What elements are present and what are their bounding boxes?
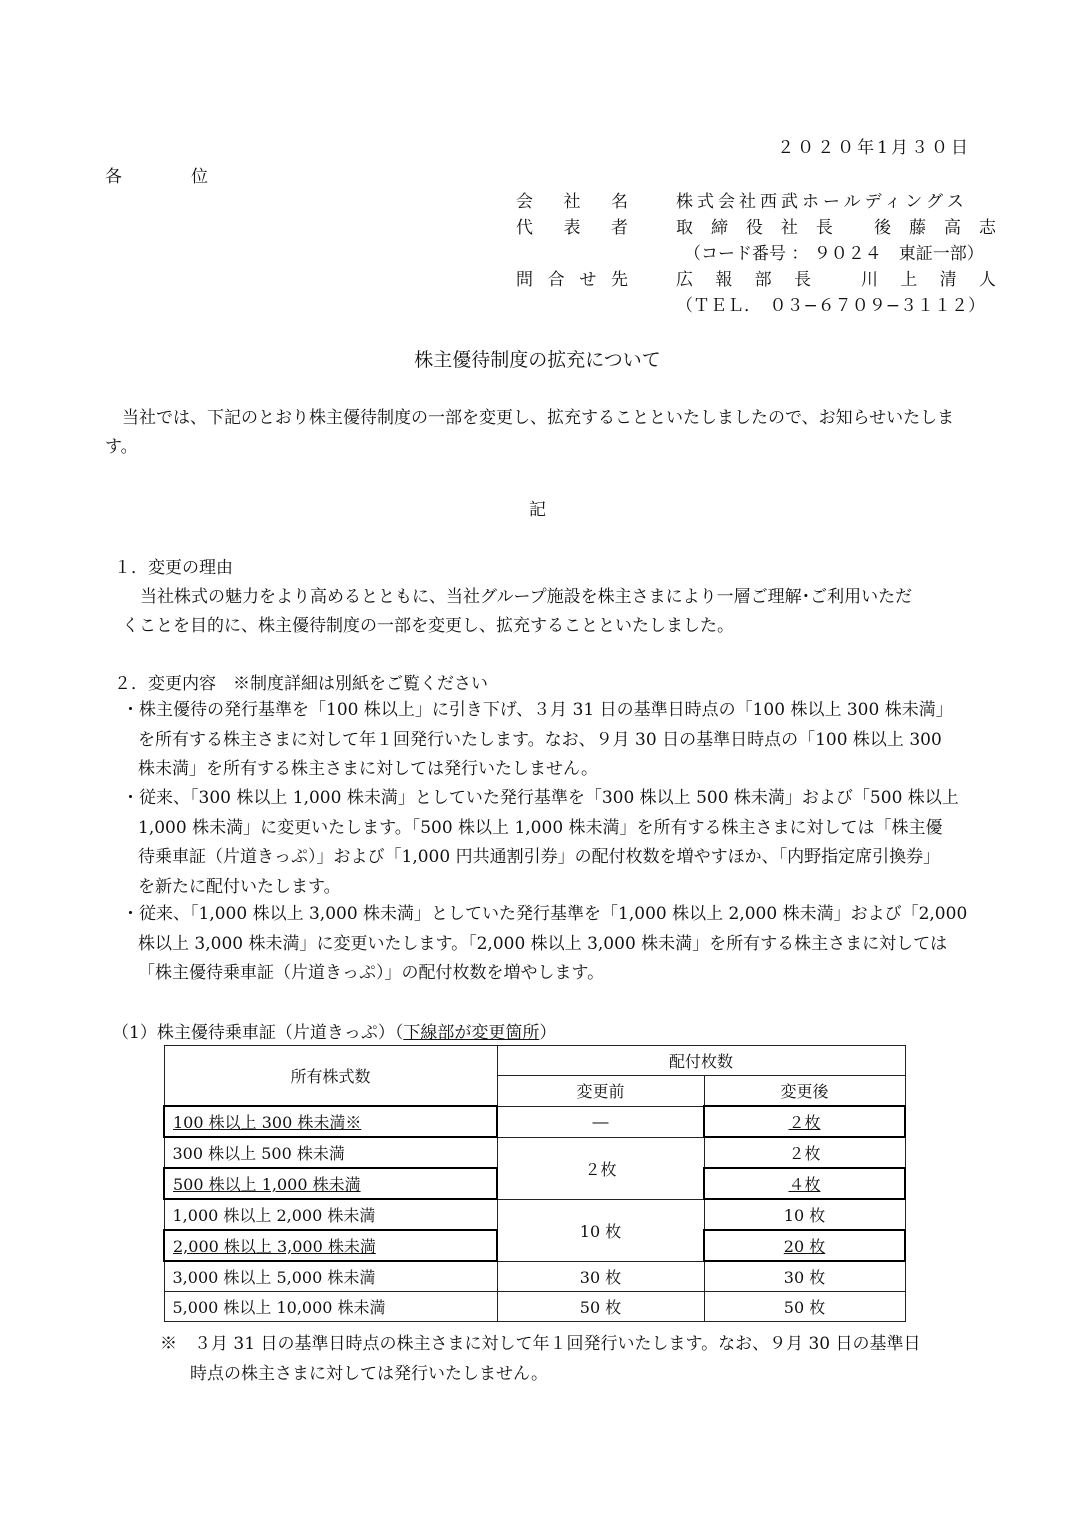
addressee: 各 位	[105, 167, 234, 187]
shares-cell: 300 株以上 500 株未満	[164, 1137, 497, 1168]
shares-cell: 5,000 株以上 10,000 株未満	[164, 1292, 497, 1322]
table-note-line1: ※ ３月 31 日の基準日時点の株主さまに対して年１回発行いたします。なお、９月 30 日の基準日	[160, 1334, 921, 1354]
before-cell: 30 枚	[497, 1261, 704, 1292]
contact-value: 広 報 部 長 川 上 清 人	[676, 270, 996, 290]
company-name-row	[516, 187, 996, 213]
table-row	[164, 1137, 905, 1168]
after-cell: 10 枚	[704, 1199, 905, 1230]
header-shares: 所有株式数	[164, 1046, 497, 1107]
shares-cell: 2,000 株以上 3,000 株未満	[164, 1230, 497, 1261]
bullet-line: ・株主優待の発行基準を「100 株以上」に引き下げ、３月 31 日の基準日時点の「100 株以上 300 株未満」	[122, 700, 953, 720]
bullet-line: 株未満」を所有する株主さまに対しては発行いたしません。	[138, 759, 599, 779]
representative-value: 取 締 役 社 長 後 藤 高 志	[676, 218, 996, 238]
caption-underline: 下線部が変更箇所	[403, 1023, 540, 1043]
section1-line2: くことを目的に、株主優待制度の一部を変更し、拡充することといたしました。	[122, 616, 734, 636]
code-row	[516, 239, 996, 265]
table-row	[164, 1292, 905, 1322]
shares-cell: 3,000 株以上 5,000 株未満	[164, 1261, 497, 1292]
intro-paragraph: 当社では、下記のとおり株主優待制度の一部を変更し、拡充することといたしましたので、お知らせいたします。	[105, 408, 955, 457]
table-row	[164, 1106, 905, 1137]
section1-line1: 当社株式の魅力をより高めるとともに、当社グループ施設を株主さまにより一層ご理解･ご利用いただ	[140, 587, 913, 607]
after-cell: 30 枚	[704, 1261, 905, 1292]
table-caption	[112, 1018, 556, 1043]
section2-bullet-2	[122, 784, 982, 902]
before-cell: ２枚	[497, 1137, 704, 1199]
after-cell: 50 枚	[704, 1292, 905, 1322]
bullet-line: 株以上 3,000 株未満」に変更いたします。「2,000 株以上 3,000 株未満」を所有する株主さまに対しては	[138, 933, 948, 954]
before-cell: 50 枚	[497, 1292, 704, 1322]
section2-bullet-1	[122, 696, 982, 785]
section2-bullet-3	[122, 900, 982, 989]
before-cell: ―	[497, 1106, 704, 1137]
bullet-line: 待乗車証（片道きっぷ）」および「1,000 円共通割引券」の配付枚数を増やすほか、「内野指定席引換券」	[138, 847, 941, 867]
contact-label: 問 合 せ 先	[516, 270, 628, 290]
bullet-line: 1,000 株未満」に変更いたします。「500 株以上 1,000 株未満」を所有する株主さまに対しては「株主優	[138, 817, 943, 838]
contact-row	[516, 265, 996, 291]
representative-label: 代 表 者	[516, 218, 628, 238]
after-cell: ２枚	[704, 1137, 905, 1168]
section2-heading: ２．変更内容 ※制度詳細は別紙をご覧ください	[114, 674, 488, 694]
document-date: ２０２０年1月３０日	[777, 138, 971, 158]
representative-row	[516, 213, 996, 239]
header-before: 変更前	[497, 1076, 704, 1107]
document-title: 株主優待制度の拡充について	[414, 349, 661, 371]
after-cell: ２枚	[704, 1106, 905, 1137]
table-note-line2: 時点の株主さまに対しては発行いたしません。	[190, 1364, 549, 1384]
after-cell: 20 枚	[704, 1230, 905, 1261]
company-name-label: 会 社 名	[516, 192, 628, 212]
tel-row	[516, 291, 996, 317]
table-row	[164, 1199, 905, 1230]
after-cell: ４枚	[704, 1168, 905, 1199]
ticket-table	[163, 1045, 906, 1322]
shares-cell: 100 株以上 300 株未満※	[164, 1106, 497, 1137]
caption-suffix: ）	[539, 1023, 557, 1043]
shares-cell: 500 株以上 1,000 株未満	[164, 1168, 497, 1199]
section1-heading: １．変更の理由	[114, 558, 233, 578]
stock-code: （コード番号 ： ９０２４ 東証一部）	[684, 244, 984, 264]
before-cell: 10 枚	[497, 1199, 704, 1261]
header-after: 変更後	[704, 1076, 905, 1107]
header-count: 配付枚数	[497, 1046, 905, 1076]
bullet-line: 「株主優待乗車証（片道きっぷ）」の配付枚数を増やします。	[138, 963, 605, 983]
table-row	[164, 1261, 905, 1292]
tel-number: （ＴＥＬ． ０３−６７０９−３１１２）	[676, 296, 985, 316]
caption-prefix: （1）株主優待乗車証（片道きっぷ）（	[112, 1023, 404, 1043]
company-name-value: 株式会社西武ホールディングス	[676, 192, 968, 212]
bullet-line: を所有する株主さまに対して年１回発行いたします。なお、９月 30 日の基準日時点の「100 株以上 300	[138, 729, 942, 750]
shares-cell: 1,000 株以上 2,000 株未満	[164, 1199, 497, 1230]
bullet-line: を新たに配付いたします。	[138, 876, 341, 897]
bullet-line: ・従来、「300 株以上 1,000 株未満」としていた発行基準を「300 株以上 500 株未満」および「500 株以上	[122, 788, 959, 808]
bullet-line: ・従来、「1,000 株以上 3,000 株未満」としていた発行基準を「1,000 株以上 2,000 株未満」および「2,000	[122, 904, 968, 924]
ki-mark: 記	[529, 500, 546, 520]
